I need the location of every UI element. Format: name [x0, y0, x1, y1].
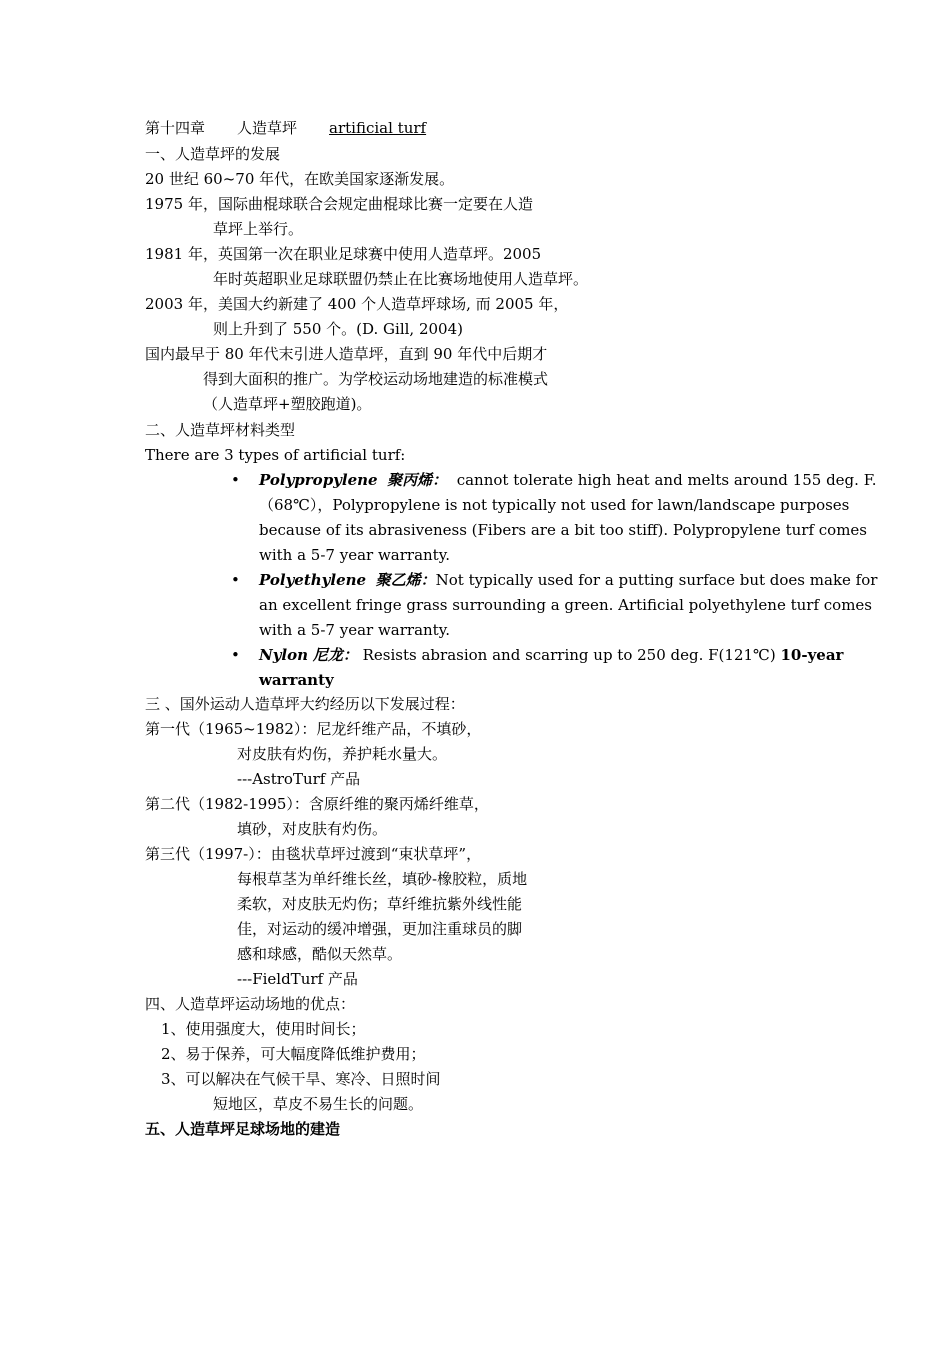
paragraph-line: because of its abrasiveness (Fibers are a bit too stiff). Polypropylene turf comes [259, 521, 867, 539]
paragraph-line: 感和球感，酷似天然草。 [237, 945, 403, 963]
item-text: cannot tolerate high heat and melts around 155 deg. F. [456, 471, 877, 489]
paragraph-line: 短地区，草皮不易生长的问题。 [213, 1095, 424, 1113]
paragraph-line: 2003 年，美国大约新建了 400 个人造草坪球场, 而 2005 年， [145, 295, 569, 313]
list-item: 2、易于保养，可大幅度降低维护费用； [161, 1045, 426, 1063]
paragraph-line: There are 3 types of artificial turf: [145, 446, 406, 464]
paragraph-line: 佳，对运动的缓冲增强，更加注重球员的脚 [237, 920, 523, 938]
term-cn: 聚丙烯： [387, 471, 448, 489]
term-en: Polypropylene [259, 471, 378, 489]
paragraph-line: 第三代（1997-）：由毯状草坪过渡到“束状草坪”， [145, 845, 482, 863]
paragraph-line: an excellent fringe grass surrounding a green. Artificial polyethylene turf comes [259, 596, 873, 614]
chapter-title-cn: 人造草坪 [237, 119, 298, 137]
paragraph-line: 第二代（1982-1995）：含原纤维的聚丙烯纤维草， [145, 795, 489, 813]
section-4-heading: 四、人造草坪运动场地的优点： [145, 995, 356, 1013]
paragraph-line: 年时英超职业足球联盟仍禁止在比赛场地使用人造草坪。 [213, 270, 589, 288]
term-en: Polyethylene [259, 571, 367, 589]
paragraph-line: 第一代（1965~1982）：尼龙纤维产品，不填砂， [145, 720, 482, 738]
paragraph-line: 得到大面积的推广。为学校运动场地建造的标准模式 [203, 370, 549, 388]
paragraph-line: 对皮肤有灼伤，养护耗水量大。 [237, 745, 448, 763]
paragraph-line: （68℃），Polypropylene is not typically not used for lawn/landscape purposes [259, 496, 850, 514]
list-item-polyethylene [259, 570, 877, 590]
paragraph-line: 20 世纪 60~70 年代，在欧美国家逐渐发展。 [145, 170, 455, 188]
list-item-polypropylene [259, 470, 877, 490]
bullet-icon: • [231, 571, 240, 589]
paragraph-line: （人造草坪+塑胶跑道)。 [203, 395, 372, 413]
chapter-title [145, 118, 426, 138]
bullet-icon: • [231, 471, 240, 489]
item-text: Resists abrasion and scarring up to 250 deg. F(121℃) [362, 646, 776, 664]
item-bold-text: 10-year [780, 646, 844, 664]
term-cn: 聚乙烯： [375, 571, 436, 589]
paragraph-line: 草坪上举行。 [213, 220, 304, 238]
paragraph-line: 则上升到了 550 个。(D. Gill, 2004) [213, 320, 463, 338]
section-1-heading: 一、人造草坪的发展 [145, 145, 281, 163]
paragraph-line: with a 5-7 year warranty. [259, 621, 450, 639]
paragraph-line: 国内最早于 80 年代末引进人造草坪，直到 90 年代中后期才 [145, 345, 548, 363]
paragraph-line: 1975 年，国际曲棍球联合会规定曲棍球比赛一定要在人造 [145, 195, 533, 213]
term-en: Nylon [259, 646, 309, 664]
paragraph-line: 填砂，对皮肤有灼伤。 [237, 820, 388, 838]
item-text: Not typically used for a putting surface but does make for [435, 571, 878, 589]
paragraph-line: warranty [259, 671, 334, 689]
bullet-icon: • [231, 646, 240, 664]
chapter-number: 第十四章 [145, 119, 206, 137]
paragraph-line: ---AstroTurf 产品 [237, 770, 361, 788]
section-2-heading: 二、人造草坪材料类型 [145, 421, 296, 439]
paragraph-line: 1981 年，英国第一次在职业足球赛中使用人造草坪。2005 [145, 245, 542, 263]
paragraph-line: ---FieldTurf 产品 [237, 970, 358, 988]
list-item: 3、可以解决在气候干旱、寒冷、日照时间 [161, 1070, 441, 1088]
paragraph-line: 每根草茎为单纤维长丝，填砂-橡胶粒，质地 [237, 870, 528, 888]
section-5-heading: 五、人造草坪足球场地的建造 [145, 1120, 341, 1138]
list-item-nylon [259, 645, 843, 665]
list-item: 1、使用强度大，使用时间长； [161, 1020, 366, 1038]
paragraph-line: 柔软，对皮肤无灼伤；草纤维抗紫外线性能 [237, 895, 523, 913]
chapter-title-en: artificial turf [329, 119, 427, 137]
term-cn: 尼龙： [312, 646, 358, 664]
section-3-heading: 三 、国外运动人造草坪大约经历以下发展过程： [145, 695, 465, 713]
paragraph-line: with a 5-7 year warranty. [259, 546, 450, 564]
